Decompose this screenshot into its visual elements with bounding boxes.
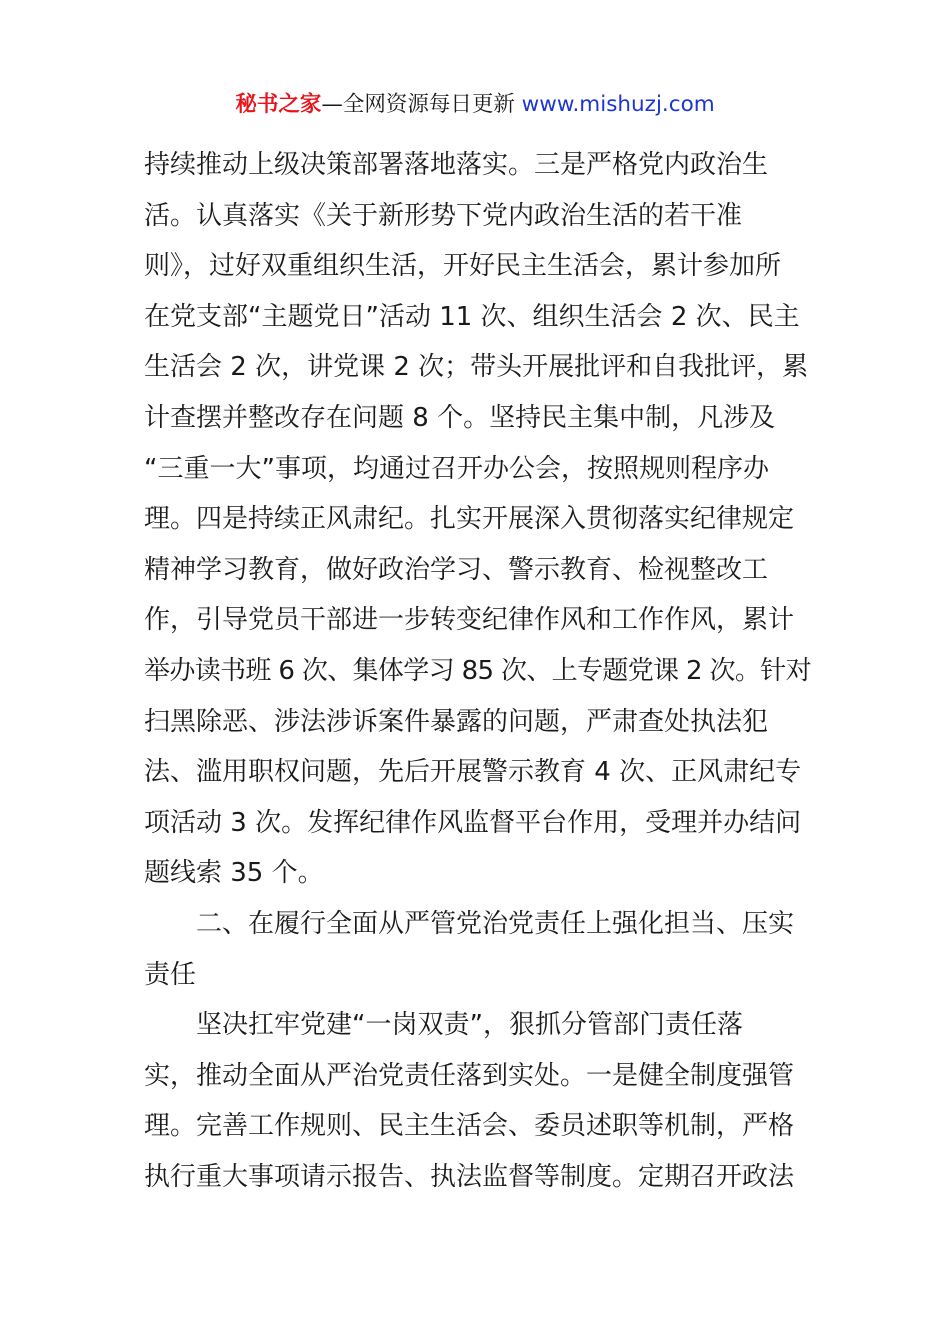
header-brand: 秘书之家 [235,92,322,117]
body-line: “三重一大”事项，均通过召开办公会，按照规则程序办 [144,453,769,484]
body-line: 执行重大事项请示报告、执法监督等制度。定期召开政法 [144,1161,795,1192]
body-line: 法、滥用职权问题，先后开展警示教育 4 次、正风肃纪专 [144,757,802,788]
body-line: 在党支部“主题党日”活动 11 次、组织生活会 2 次、民主 [144,301,800,332]
body-line: 生活会 2 次，讲党课 2 次；带头开展批评和自我批评，累 [144,352,809,383]
body-line: 理。四是持续正风肃纪。扎实开展深入贯彻落实纪律规定 [144,504,795,535]
body-line: 坚决扛牢党建“一岗双责”，狠抓分管部门责任落 [144,1010,743,1041]
body-line: 扫黑除恶、涉法涉诉案件暴露的问题，严肃查处执法犯 [144,706,769,737]
body-line: 举办读书班 6 次、集体学习 85 次、上专题党课 2 次。针对 [144,655,811,686]
body-line: 精神学习教育，做好政治学习、警示教育、检视整改工 [144,554,769,585]
document-body [144,146,812,1208]
body-line: 计查摆并整改存在问题 8 个。坚持民主集中制，凡涉及 [144,402,776,433]
page-header [0,88,950,122]
section-heading: 二、在履行全面从严管党治党责任上强化担当、压实 [144,908,795,939]
header-url: www.mishuzj.com [521,92,715,117]
body-line: 项活动 3 次。发挥纪律作风监督平台作用，受理并办结问 [144,807,802,838]
body-line: 题线索 35 个。 [144,858,324,889]
body-line: 活。认真落实《关于新形势下党内政治生活的若干准 [144,200,743,231]
section-heading: 责任 [144,959,197,990]
body-line: 则》，过好双重组织生活，开好民主生活会，累计参加所 [144,251,782,282]
header-tagline: —全网资源每日更新 [321,92,522,117]
body-line: 持续推动上级决策部署落地落实。三是严格党内政治生 [144,150,769,180]
body-line: 理。完善工作规则、民主生活会、委员述职等机制，严格 [144,1111,795,1142]
body-line: 作，引导党员干部进一步转变纪律作风和工作作风，累计 [144,605,795,636]
body-line: 实，推动全面从严治党责任落到实处。一是健全制度强管 [144,1060,795,1091]
